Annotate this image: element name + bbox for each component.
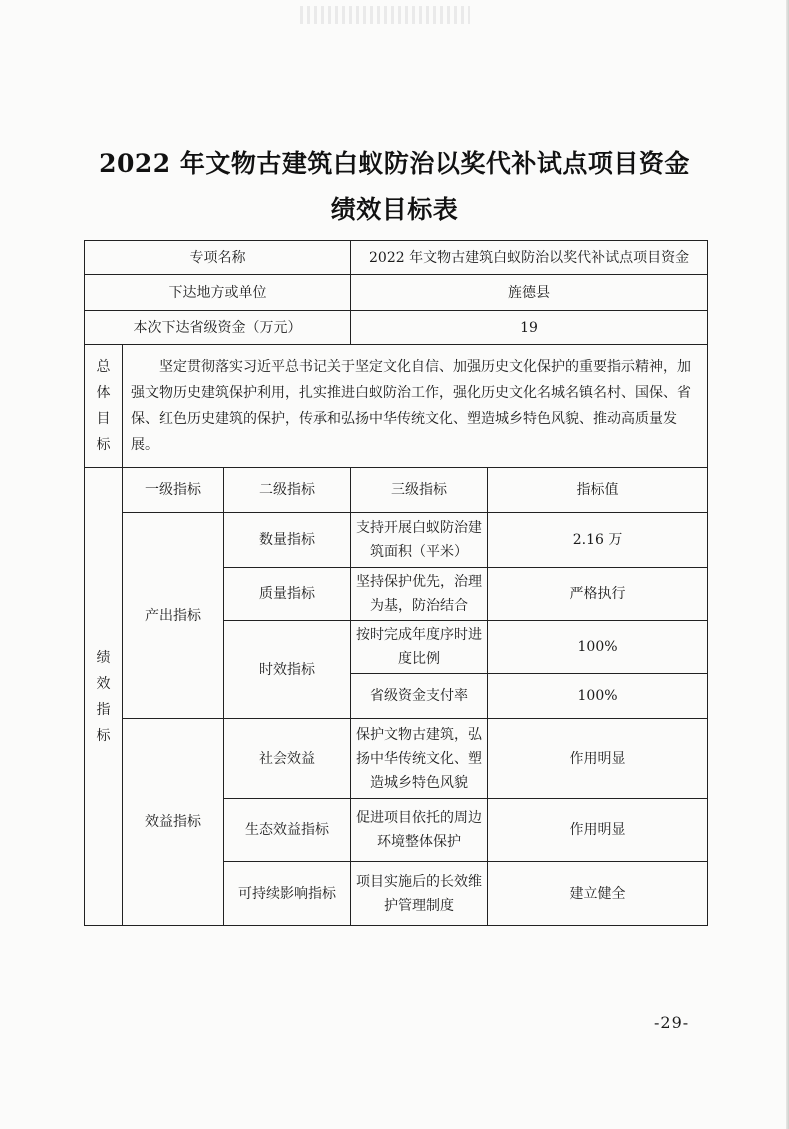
level3-cell: 按时完成年度序时进度比例: [351, 621, 488, 674]
level2-cell: 时效指标: [224, 621, 351, 719]
level3-cell: 项目实施后的长效维护管理制度: [351, 862, 488, 926]
document-title-line2: 绩效目标表: [330, 195, 459, 224]
goal-label: [85, 345, 123, 468]
page-number: -29-: [654, 1013, 690, 1032]
value-cell: 100%: [488, 621, 708, 674]
table-row: [85, 345, 708, 468]
level2-cell: 可持续影响指标: [224, 862, 351, 926]
performance-target-table: [84, 240, 708, 926]
special-name-label: 专项名称: [85, 241, 351, 275]
indicator-label-char: 效: [96, 675, 111, 692]
value-cell: 严格执行: [488, 568, 708, 621]
value-cell: 建立健全: [488, 862, 708, 926]
level2-cell: 生态效益指标: [224, 799, 351, 862]
table-row: [85, 719, 708, 799]
level3-cell: 促进项目依托的周边环境整体保护: [351, 799, 488, 862]
goal-label-char: 体: [96, 385, 111, 401]
header-level2: 二级指标: [224, 468, 351, 513]
table-row: [85, 311, 708, 345]
level3-cell: 保护文物古建筑，弘扬中华传统文化、塑造城乡特色风貌: [351, 719, 488, 799]
output-indicator-group: 产出指标: [123, 513, 224, 719]
header-level3: 三级指标: [351, 468, 488, 513]
value-cell: 100%: [488, 674, 708, 719]
region-value: 旌德县: [351, 275, 708, 311]
level2-cell: 数量指标: [224, 513, 351, 568]
header-level1: 一级指标: [123, 468, 224, 513]
goal-label-char: 目: [96, 411, 111, 427]
table-row: [85, 241, 708, 275]
indicator-label-char: 指: [96, 701, 111, 718]
fund-label: 本次下达省级资金（万元）: [85, 311, 351, 345]
region-label: 下达地方或单位: [85, 275, 351, 311]
benefit-indicator-group: 效益指标: [123, 719, 224, 926]
value-cell: 2.16 万: [488, 513, 708, 568]
indicator-label-char: 标: [96, 727, 111, 744]
value-cell: 作用明显: [488, 799, 708, 862]
indicator-label-char: 绩: [96, 649, 111, 666]
table-header-row: [85, 468, 708, 513]
indicator-label: [85, 468, 123, 926]
special-name-value: 2022 年文物古建筑白蚁防治以奖代补试点项目资金: [351, 241, 708, 275]
level3-cell: 省级资金支付率: [351, 674, 488, 719]
table-row: [85, 513, 708, 568]
level2-cell: 社会效益: [224, 719, 351, 799]
goal-label-char: 总: [96, 359, 111, 375]
header-value: 指标值: [488, 468, 708, 513]
goal-label-char: 标: [96, 437, 111, 453]
level2-cell: 质量指标: [224, 568, 351, 621]
table-row: [85, 275, 708, 311]
value-cell: 作用明显: [488, 719, 708, 799]
fund-value: 19: [351, 311, 708, 345]
document-title-line1: 2022 年文物古建筑白蚁防治以奖代补试点项目资金: [99, 149, 690, 178]
scan-artifact: [300, 6, 470, 24]
level3-cell: 支持开展白蚁防治建筑面积（平米）: [351, 513, 488, 568]
level3-cell: 坚持保护优先，治理为基，防治结合: [351, 568, 488, 621]
goal-text: 坚定贯彻落实习近平总书记关于坚定文化自信、加强历史文化保护的重要指示精神，加强文物历史建筑保护利用，扎实推进白蚁防治工作，强化历史文化名城名镇名村、国保、省保、红色历史建筑的保护，传承和弘扬中华传统文化、塑造城乡特色风貌、推动高质量发展。: [123, 345, 708, 468]
